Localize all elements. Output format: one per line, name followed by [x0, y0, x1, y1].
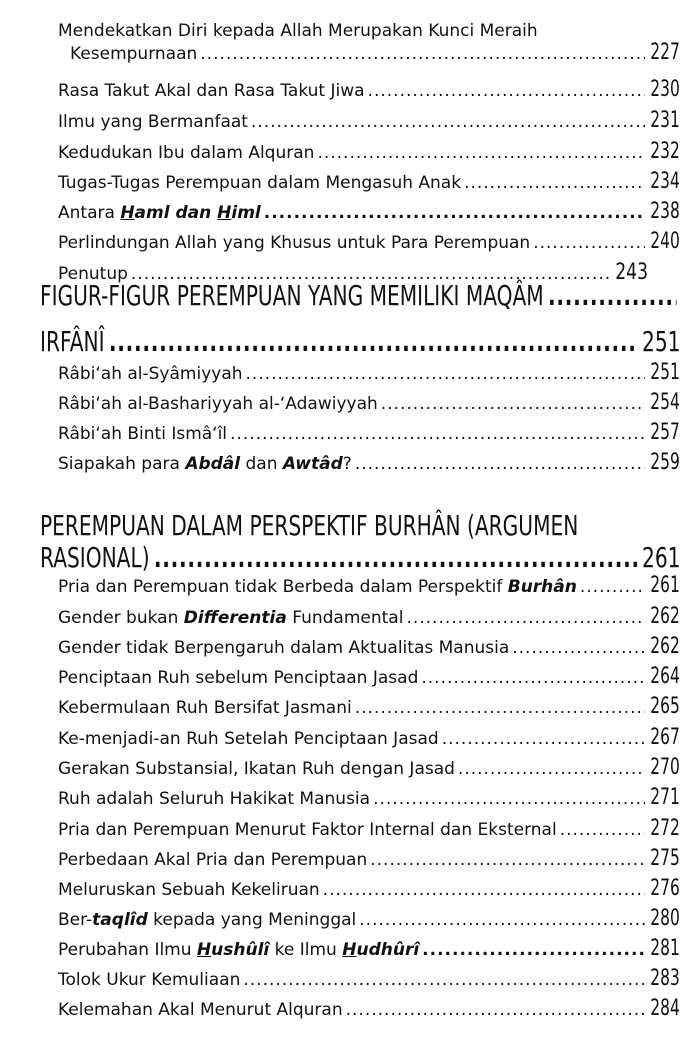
toc-page-number: 240: [650, 229, 680, 254]
toc-entry[interactable]: [58, 968, 680, 991]
toc-entry[interactable]: [58, 908, 680, 931]
toc-entry[interactable]: [58, 362, 680, 385]
toc-entry[interactable]: [58, 727, 680, 750]
toc-page-number: 267: [650, 725, 680, 750]
toc-entry-title: Perbedaan Akal Pria dan Perempuan: [58, 850, 368, 870]
title-text: Ber-: [58, 910, 93, 930]
dot-leader: [355, 453, 645, 475]
title-text: dan: [240, 454, 283, 474]
toc-section-heading[interactable]: [40, 510, 680, 574]
toc-entry-title: Râbi‘ah al-Syâmiyyah: [58, 364, 243, 384]
dot-leader: [317, 142, 645, 164]
dot-leader: [458, 758, 645, 780]
dot-leader: [406, 607, 645, 629]
toc-page-number: 284: [650, 996, 680, 1021]
toc-entry[interactable]: [58, 696, 680, 719]
toc-entry[interactable]: [58, 20, 680, 65]
toc-entry-title: Rasa Takut Akal dan Rasa Takut Jiwa: [58, 81, 365, 101]
toc-page-number: 243: [615, 260, 648, 285]
toc-entry-title: Râbi‘ah al-Bashariyyah al-‘Adawiyyah: [58, 394, 378, 414]
toc-entry-title: Penutup: [58, 264, 128, 284]
toc-entry[interactable]: [58, 666, 680, 689]
toc-entry-title: Ilmu yang Bermanfaat: [58, 112, 248, 132]
toc-page-number: 265: [650, 694, 680, 719]
toc-entry[interactable]: [58, 171, 680, 194]
title-italic: Abdâl: [185, 454, 241, 474]
toc-entry-title: Râbi‘ah Binti Ismâ‘îl: [58, 424, 228, 444]
section-title-line1: PEREMPUAN DALAM PERSPEKTIF BURHÂN (ARGUMEN: [40, 509, 579, 542]
toc-entry[interactable]: [58, 818, 680, 841]
toc-entry[interactable]: [58, 201, 680, 224]
section-page-number: 261: [642, 541, 681, 574]
toc-entry-title: Gender tidak Berpengaruh dalam Aktualitas Manusia: [58, 638, 510, 658]
title-text: Fundamental: [286, 608, 404, 628]
toc-entry-title: [58, 453, 352, 475]
toc-page-number: 259: [650, 450, 680, 475]
dot-leader: [246, 363, 646, 385]
dot-leader: [359, 909, 645, 931]
toc-entry-title: Gerakan Substansial, Ikatan Ruh dengan Jasad: [58, 759, 455, 779]
toc-entry[interactable]: [58, 938, 680, 961]
toc-page-number: 238: [650, 199, 680, 224]
title-text: ke Ilmu: [269, 940, 343, 960]
toc-page-number: 262: [650, 634, 680, 659]
dot-leader: [243, 969, 645, 991]
toc-page-number: 232: [650, 139, 680, 164]
toc-entry-title: Penciptaan Ruh sebelum Penciptaan Jasad: [58, 668, 419, 688]
toc-entry-title: Meluruskan Sebuah Kekeliruan: [58, 880, 320, 900]
toc-page-number: 275: [650, 846, 680, 871]
toc-entry-title: [58, 909, 356, 931]
toc-entry-title: Tugas-Tugas Perempuan dalam Mengasuh Anak: [58, 173, 462, 193]
toc-entry[interactable]: [58, 878, 680, 901]
toc-page-number: 251: [650, 360, 680, 385]
toc-entry-title: [58, 576, 577, 598]
title-italic: Differentia: [183, 608, 287, 628]
dot-leader: [548, 280, 676, 312]
toc-section-heading[interactable]: [40, 280, 680, 358]
dot-leader: [346, 999, 646, 1021]
toc-page-number: 283: [650, 966, 680, 991]
dot-leader: [230, 423, 645, 445]
dot-leader: [368, 80, 646, 102]
toc-page-number: 270: [650, 755, 680, 780]
title-italic-underlined: H: [342, 940, 357, 960]
toc-entry[interactable]: [58, 606, 680, 629]
toc-entry-title: Pria dan Perempuan Menurut Faktor Internal dan Eksternal: [58, 820, 557, 840]
section-page-number: 251: [642, 325, 681, 358]
toc-page-number: 276: [650, 876, 680, 901]
toc-entry[interactable]: [58, 141, 680, 164]
dot-leader: [442, 728, 646, 750]
toc-entry[interactable]: [58, 392, 680, 415]
title-italic: Burhân: [507, 577, 577, 597]
toc-entry-title: Kelemahan Akal Menurut Alquran: [58, 1000, 343, 1020]
title-italic-underlined: H: [120, 203, 135, 223]
toc-entry-title-line1: Mendekatkan Diri kepada Allah Merupakan Kunci Meraih: [58, 21, 538, 41]
toc-entry-title: [58, 607, 403, 629]
dot-leader: [421, 667, 645, 689]
section-title-line1: FIGUR-FIGUR PEREMPUAN YANG MEMILIKI MAQÂM: [40, 279, 544, 312]
toc-page-number: 280: [650, 906, 680, 931]
title-italic-underlined: H: [217, 203, 232, 223]
title-italic: taqlîd: [92, 910, 148, 930]
toc-entry[interactable]: [58, 231, 680, 254]
toc-page-number: 261: [650, 573, 680, 598]
title-italic: udhûrî: [356, 940, 420, 960]
dot-leader: [154, 542, 638, 574]
toc-page-number: 257: [650, 420, 680, 445]
title-text: Siapakah para: [58, 454, 186, 474]
toc-page-number: 281: [650, 936, 680, 961]
title-prefix: Antara: [58, 203, 121, 223]
toc-entry-title: Ruh adalah Seluruh Hakikat Manusia: [58, 789, 371, 809]
toc-entry[interactable]: [58, 787, 680, 810]
toc-page-number: 264: [650, 664, 680, 689]
dot-leader: [355, 697, 646, 719]
section-title-line2: IRFÂNÎ: [40, 325, 105, 358]
title-italic-underlined: H: [196, 940, 212, 960]
title-italic: iml: [231, 203, 261, 223]
toc-entry[interactable]: [58, 848, 680, 871]
dot-leader: [109, 326, 638, 358]
dot-leader: [370, 849, 645, 871]
dot-leader: [533, 232, 645, 254]
dot-leader: [251, 111, 645, 133]
toc-entry-title: Kebermulaan Ruh Bersifat Jasmani: [58, 698, 352, 718]
section-title-line2: RASIONAL): [40, 541, 150, 574]
toc-entry-title: [58, 202, 261, 224]
dot-leader: [264, 202, 645, 224]
toc-entry-title: [58, 939, 419, 961]
toc-entry[interactable]: [58, 636, 680, 659]
toc-entry[interactable]: [58, 452, 680, 475]
toc-page-number: 272: [650, 816, 680, 841]
dot-leader: [323, 879, 646, 901]
toc-page-number: 234: [650, 169, 680, 194]
title-italic: ushûlî: [211, 940, 270, 960]
title-text: kepada yang Meninggal: [147, 910, 357, 930]
toc-page-number: 231: [650, 108, 680, 133]
toc-page-number: 230: [650, 77, 680, 102]
toc-entry[interactable]: [58, 110, 680, 133]
toc-entry-title: Tolok Ukur Kemuliaan: [58, 970, 241, 990]
toc-entry-title-line2: Kesempurnaan: [70, 44, 198, 64]
toc-entry[interactable]: [58, 422, 680, 445]
dot-leader: [422, 939, 645, 961]
title-italic: aml dan: [134, 203, 218, 223]
toc-page-number: 271: [650, 785, 680, 810]
dot-leader: [560, 819, 646, 841]
title-italic: Awtâd: [282, 454, 343, 474]
toc-entry[interactable]: [58, 757, 680, 780]
toc-page-number: 227: [650, 40, 680, 65]
title-text: Pria dan Perempuan tidak Berbeda dalam Perspektif: [58, 577, 508, 597]
toc-entry-title: Kedudukan Ibu dalam Alquran: [58, 143, 315, 163]
title-text: Perubahan Ilmu: [58, 940, 197, 960]
dot-leader: [580, 576, 645, 598]
dot-leader: [381, 393, 645, 415]
toc-page-number: 254: [650, 390, 680, 415]
toc-entry-title: Ke-menjadi-an Ruh Setelah Penciptaan Jasad: [58, 729, 439, 749]
dot-leader: [373, 788, 645, 810]
title-text: ?: [342, 454, 352, 474]
title-text: Gender bukan: [58, 608, 184, 628]
dot-leader: [512, 637, 645, 659]
toc-entry-title: Perlindungan Allah yang Khusus untuk Para Perempuan: [58, 233, 531, 253]
toc-page-number: 262: [650, 604, 680, 629]
dot-leader: [464, 172, 645, 194]
toc-entry[interactable]: [58, 79, 680, 102]
toc-entry[interactable]: [58, 575, 680, 598]
dot-leader: [200, 43, 645, 65]
toc-entry[interactable]: [58, 998, 680, 1021]
